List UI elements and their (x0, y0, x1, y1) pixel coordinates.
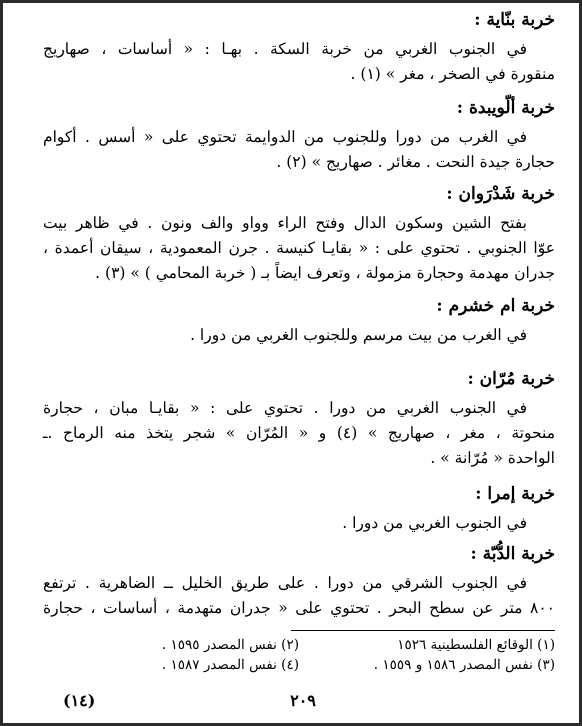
entry-text-line: في الجنوب الغربي من دورا . تحتوي على : « بقايـا مبان ، حجارة (43, 399, 527, 417)
entry-khirbet-murran (43, 368, 555, 471)
entry-text-line: حجارة جيدة النحت . مغائر . صهاريج » (٢) . (276, 153, 555, 171)
footnotes (43, 635, 555, 675)
footnote-row (43, 635, 555, 655)
entry-text-line: في الجنوب الغربي من دورا . (342, 514, 527, 532)
footnote-row (43, 655, 555, 675)
entry-heading: خربة مُرّان : (467, 369, 555, 389)
entry-text-line: في الجنوب الشرقي من دورا . على طريق الخليل ــ الضاهرية . ترتفع (43, 574, 527, 592)
footnote: (٣) نفس المصدر ١٥٨٦ و ١٥٥٩ . (373, 657, 555, 673)
entry-khirbet-umm-khashram (43, 295, 555, 348)
entry-text-line: منحوتة ، مغر ، صهاريج » (٤) و « المُرّان » شجر يتخذ منه الرماح .ـ (43, 424, 555, 442)
entry-heading: خربة إمرا : (475, 484, 555, 504)
entry-khirbet-ad-dubba (43, 543, 555, 621)
footnote: (٢) نفس المصدر ١٥٩٥ . (161, 637, 299, 653)
entry-heading: خربة ألّويبدة : (456, 98, 555, 118)
entry-text-line: في الغرب من بيت مرسم وللجنوب الغربي من دورا . (190, 326, 527, 344)
entry-heading: خربة ام خشرم : (436, 296, 555, 316)
entry-text-line: جدران مهدمة وحجارة مزمولة ، وتعرف ايضاً بـ ( خربة المحامي ) » (٣) . (95, 264, 555, 282)
entry-text-line: في الجنوب الغربي من خربة السكة . بهـا : « أساسات ، صهاريج (43, 40, 527, 58)
entry-text-line: ٨٠٠ متر عن سطح البحر . تحتوي على « جدران متهدمة ، أساسات ، حجارة (43, 599, 555, 617)
footnote: (٤) نفس المصدر ١٥٨٧ . (161, 657, 299, 673)
entry-heading: خربة بنّاية : (474, 10, 555, 30)
entry-text-line: في الغرب من دورا وللجنوب من الدوايمة تحتوي على « أسس . أكوام (43, 128, 527, 146)
entry-khirbet-shadrawan (43, 183, 555, 286)
page-number: ٢٠٩ (290, 691, 316, 710)
entry-text-line: عوّا الجنوبي . تحتوي على : « بقايـا كنيسة . جرن المعمودية ، سيقان أعمدة ، (43, 239, 555, 257)
entry-khirbet-imra (43, 483, 555, 536)
part-number: (١٤) (63, 691, 96, 710)
entry-text-line: منقورة في الصخر ، مغر » (١) . (350, 65, 555, 83)
footnote: (١) الوقائع الفلسطينية ١٥٢٦ (397, 637, 555, 653)
entry-khirbet-bannaya (43, 9, 555, 87)
entry-heading: خربة شَدْرَوان : (446, 184, 555, 204)
entry-text-line: بفتح الشين وسكون الدال وفتح الراء وواو والف ونون . في ظاهر بيت (43, 214, 527, 232)
document-page (43, 3, 555, 719)
entry-text-line: الواحدة « مُرّانة » . (430, 449, 555, 467)
footnote-divider (291, 630, 555, 631)
entry-khirbet-al-uwaybida (43, 97, 555, 175)
entry-heading: خربة الدُّبّة : (470, 544, 555, 564)
